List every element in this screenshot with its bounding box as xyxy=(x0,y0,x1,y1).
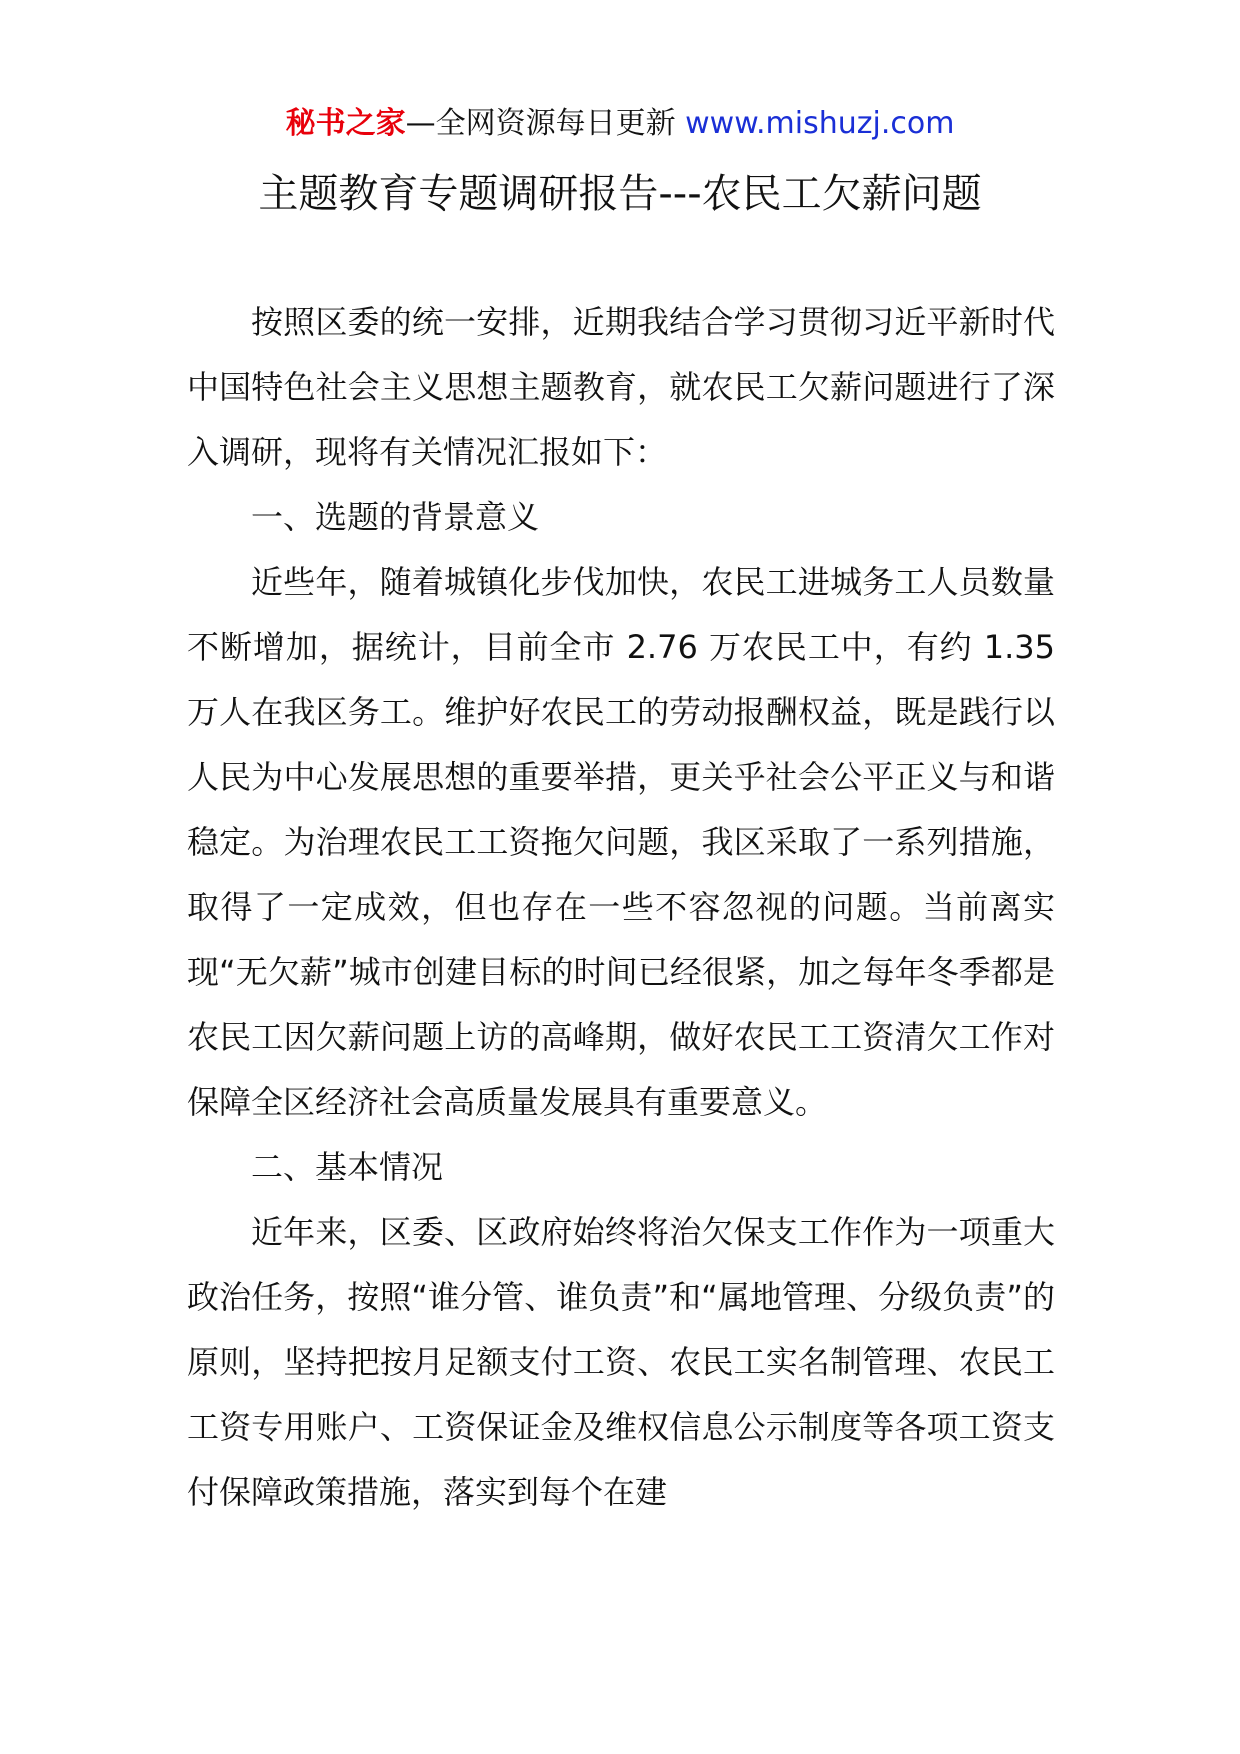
header-tagline: —全网资源每日更新 xyxy=(405,106,686,141)
section-heading-basic-situation: 二、基本情况 xyxy=(251,1148,444,1186)
background-paragraph: 近些年，随着城镇化步伐加快，农民工进城务工人员数量不断增加，据统计，目前全市 2.76 万农民工中，有约 1.35 万人在我区务工。维护好农民工的劳动报酬权益，既是践行以人民为中心发展思想的重要举措，更关乎社会公平正义与和谐稳定。为治理农民工工资拖欠问题，我区采取了一系列措施，取得了一定成效，但也存在一些不容忽视的问题。当前离实现“无欠薪”城市创建目标的时间已经很紧，加之每年冬季都是农民工因欠薪问题上访的高峰期，做好农民工工资清欠工作对保障全区经济社会高质量发展具有重要意义。 xyxy=(187,563,1055,1121)
basic-situation-paragraph: 近年来，区委、区政府始终将治欠保支工作作为一项重大政治任务，按照“谁分管、谁负责”和“属地管理、分级负责”的原则，坚持把按月足额支付工资、农民工实名制管理、农民工工资专用账户、工资保证金及维权信息公示制度等各项工资支付保障政策措施，落实到每个在建 xyxy=(187,1213,1055,1511)
section-heading-background: 一、选题的背景意义 xyxy=(251,498,540,536)
document-title: 主题教育专题调研报告---农民工欠薪问题 xyxy=(258,171,982,217)
intro-paragraph: 按照区委的统一安排，近期我结合学习贯彻习近平新时代中国特色社会主义思想主题教育，就农民工欠薪问题进行了深入调研，现将有关情况汇报如下： xyxy=(187,303,1055,471)
site-url[interactable]: www.mishuzj.com xyxy=(685,106,955,141)
document-body xyxy=(187,290,1055,1525)
site-header xyxy=(0,104,1240,144)
brand-name: 秘书之家 xyxy=(285,106,406,141)
